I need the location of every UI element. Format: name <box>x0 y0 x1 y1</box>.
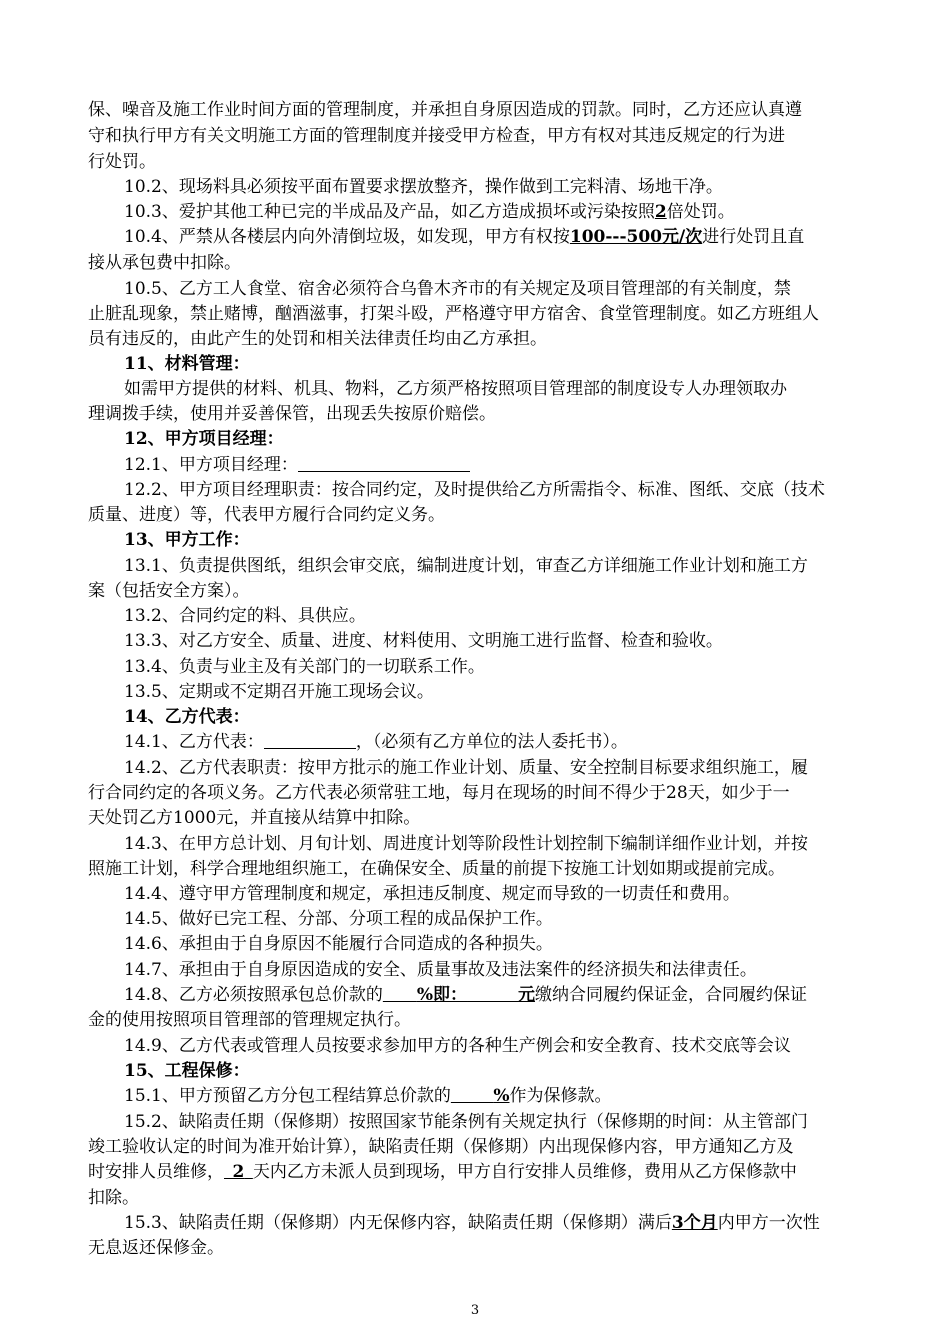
clause-14-2-line-2: 行合同约定的各项义务。乙方代表必须常驻工地，每月在现场的时间不得少于28天，如少于一 <box>88 783 790 803</box>
clause-14-2-line-3: 天处罚乙方1000元，并直接从结算中扣除。 <box>88 808 421 828</box>
clause-12-2-line-2: 质量、进度）等，代表甲方履行合同约定义务。 <box>88 505 445 525</box>
clause-10-5-line-3: 员有违反的，由此产生的处罚和相关法律责任均由乙方承担。 <box>88 329 547 349</box>
clause-13-1-line-2: 案（包括安全方案）。 <box>88 581 250 601</box>
section-15-heading: 15、工程保修： <box>124 1061 250 1081</box>
refund-period-value: 3个月 <box>671 1213 718 1233</box>
deposit-percent-blank: %即： 元 <box>416 985 536 1005</box>
section-14-heading: 14、乙方代表： <box>124 707 250 727</box>
garbage-penalty-amount: 100---500元/次 <box>569 227 703 247</box>
penalty-multiplier: 2 <box>654 202 667 222</box>
clause-14-1: 14.1、乙方代表： ，（必须有乙方单位的法人委托书）。 <box>124 732 628 752</box>
clause-10-1-line-2: 守和执行甲方有关文明施工方面的管理制度并接受甲方检查，甲方有权对其违反规定的行为进 <box>88 126 785 146</box>
clause-10-5-line-2: 止脏乱现象，禁止赌博，酗酒滋事，打架斗殴，严格遵守甲方宿舍、食堂管理制度。如乙方班组人 <box>88 304 819 324</box>
clause-14-8-line-2: 金的使用按照项目管理部的管理规定执行。 <box>88 1010 411 1030</box>
clause-10-5-line-1: 10.5、乙方工人食堂、宿舍必须符合乌鲁木齐市的有关规定及项目管理部的有关制度，禁 <box>124 279 791 299</box>
clause-15-1: 15.1、甲方预留乙方分包工程结算总价款的 %作为保修款。 <box>124 1086 612 1106</box>
clause-10-4-line-1: 10.4、严禁从各楼层内向外清倒垃圾，如发现，甲方有权按100---500元/次进行处罚且直 <box>124 227 805 247</box>
clause-12-2-line-1: 12.2、甲方项目经理职责：按合同约定，及时提供给乙方所需指令、标准、图纸、交底（技术 <box>124 480 825 500</box>
clause-10-4-line-2: 接从承包费中扣除。 <box>88 253 241 273</box>
clause-15-3-line-2: 无息返还保修金。 <box>88 1238 224 1258</box>
clause-15-2-line-2: 竣工验收认定的时间为准开始计算），缺陷责任期（保修期）内出现保修内容，甲方通知乙方及 <box>88 1137 794 1157</box>
clause-15-3-line-1: 15.3、缺陷责任期（保修期）内无保修内容，缺陷责任期（保修期）满后3个月内甲方一次性 <box>124 1213 820 1233</box>
clause-10-1-line-3: 行处罚。 <box>88 152 156 172</box>
clause-13-5: 13.5、定期或不定期召开施工现场会议。 <box>124 682 434 702</box>
section-11-heading: 11、材料管理： <box>124 354 250 374</box>
clause-14-2-line-1: 14.2、乙方代表职责：按甲方批示的施工作业计划、质量、安全控制目标要求组织施工，履 <box>124 758 808 778</box>
clause-10-3: 10.3、爱护其他工种已完的半成品及产品，如乙方造成损坏或污染按照2倍处罚。 <box>124 202 735 222</box>
page-number: 3 <box>470 1303 480 1318</box>
clause-14-9: 14.9、乙方代表或管理人员按要求参加甲方的各种生产例会和安全教育、技术交底等会议 <box>124 1036 791 1056</box>
clause-14-3-line-2: 照施工计划，科学合理地组织施工，在确保安全、质量的前提下按施工计划如期或提前完成。 <box>88 859 785 879</box>
representative-blank <box>264 731 356 749</box>
clause-12-1: 12.1、甲方项目经理： <box>124 453 864 478</box>
clause-14-4: 14.4、遵守甲方管理制度和规定，承担违反制度、规定而导致的一切责任和费用。 <box>124 884 740 904</box>
clause-10-2: 10.2、现场料具必须按平面布置要求摆放整齐，操作做到工完料清、场地干净。 <box>124 177 723 197</box>
clause-14-6: 14.6、承担由于自身原因不能履行合同造成的各种损失。 <box>124 934 553 954</box>
section-12-heading: 12、甲方项目经理： <box>124 429 284 449</box>
section-13-heading: 13、甲方工作： <box>124 530 250 550</box>
clause-14-8-line-1: 14.8、乙方必须按照承包总价款的 %即： 元缴纳合同履约保证金，合同履约保证 <box>124 985 808 1005</box>
clause-14-3-line-1: 14.3、在甲方总计划、月旬计划、周进度计划等阶段性计划控制下编制详细作业计划，并按 <box>124 834 808 854</box>
section-11-line-2: 理调拨手续，使用并妥善保管，出现丢失按原价赔偿。 <box>88 404 496 424</box>
clause-13-2: 13.2、合同约定的料、具供应。 <box>124 606 366 626</box>
clause-13-3: 13.3、对乙方安全、质量、进度、材料使用、文明施工进行监督、检查和验收。 <box>124 631 723 651</box>
clause-13-1-line-1: 13.1、负责提供图纸，组织会审交底，编制进度计划，审查乙方详细施工作业计划和施工方 <box>124 556 808 576</box>
retention-percent-blank: % <box>493 1086 510 1106</box>
repair-days-value: 2 <box>232 1162 245 1182</box>
project-manager-blank <box>298 454 470 472</box>
clause-15-2-line-1: 15.2、缺陷责任期（保修期）按照国家节能条例有关规定执行（保修期的时间：从主管部门 <box>124 1112 808 1132</box>
clause-10-1-line-1: 保、噪音及施工作业时间方面的管理制度，并承担自身原因造成的罚款。同时，乙方还应认真遵 <box>88 100 802 120</box>
clause-14-5: 14.5、做好已完工程、分部、分项工程的成品保护工作。 <box>124 909 553 929</box>
clause-13-4: 13.4、负责与业主及有关部门的一切联系工作。 <box>124 657 485 677</box>
clause-14-7: 14.7、承担由于自身原因造成的安全、质量事故及违法案件的经济损失和法律责任。 <box>124 960 757 980</box>
section-11-line-1: 如需甲方提供的材料、机具、物料，乙方须严格按照项目管理部的制度设专人办理领取办 <box>124 379 787 399</box>
clause-15-2-line-4: 扣除。 <box>88 1188 139 1208</box>
clause-15-2-line-3: 时安排人员维修， 2 天内乙方未派人员到现场，甲方自行安排人员维修，费用从乙方保修款中 <box>88 1162 797 1182</box>
